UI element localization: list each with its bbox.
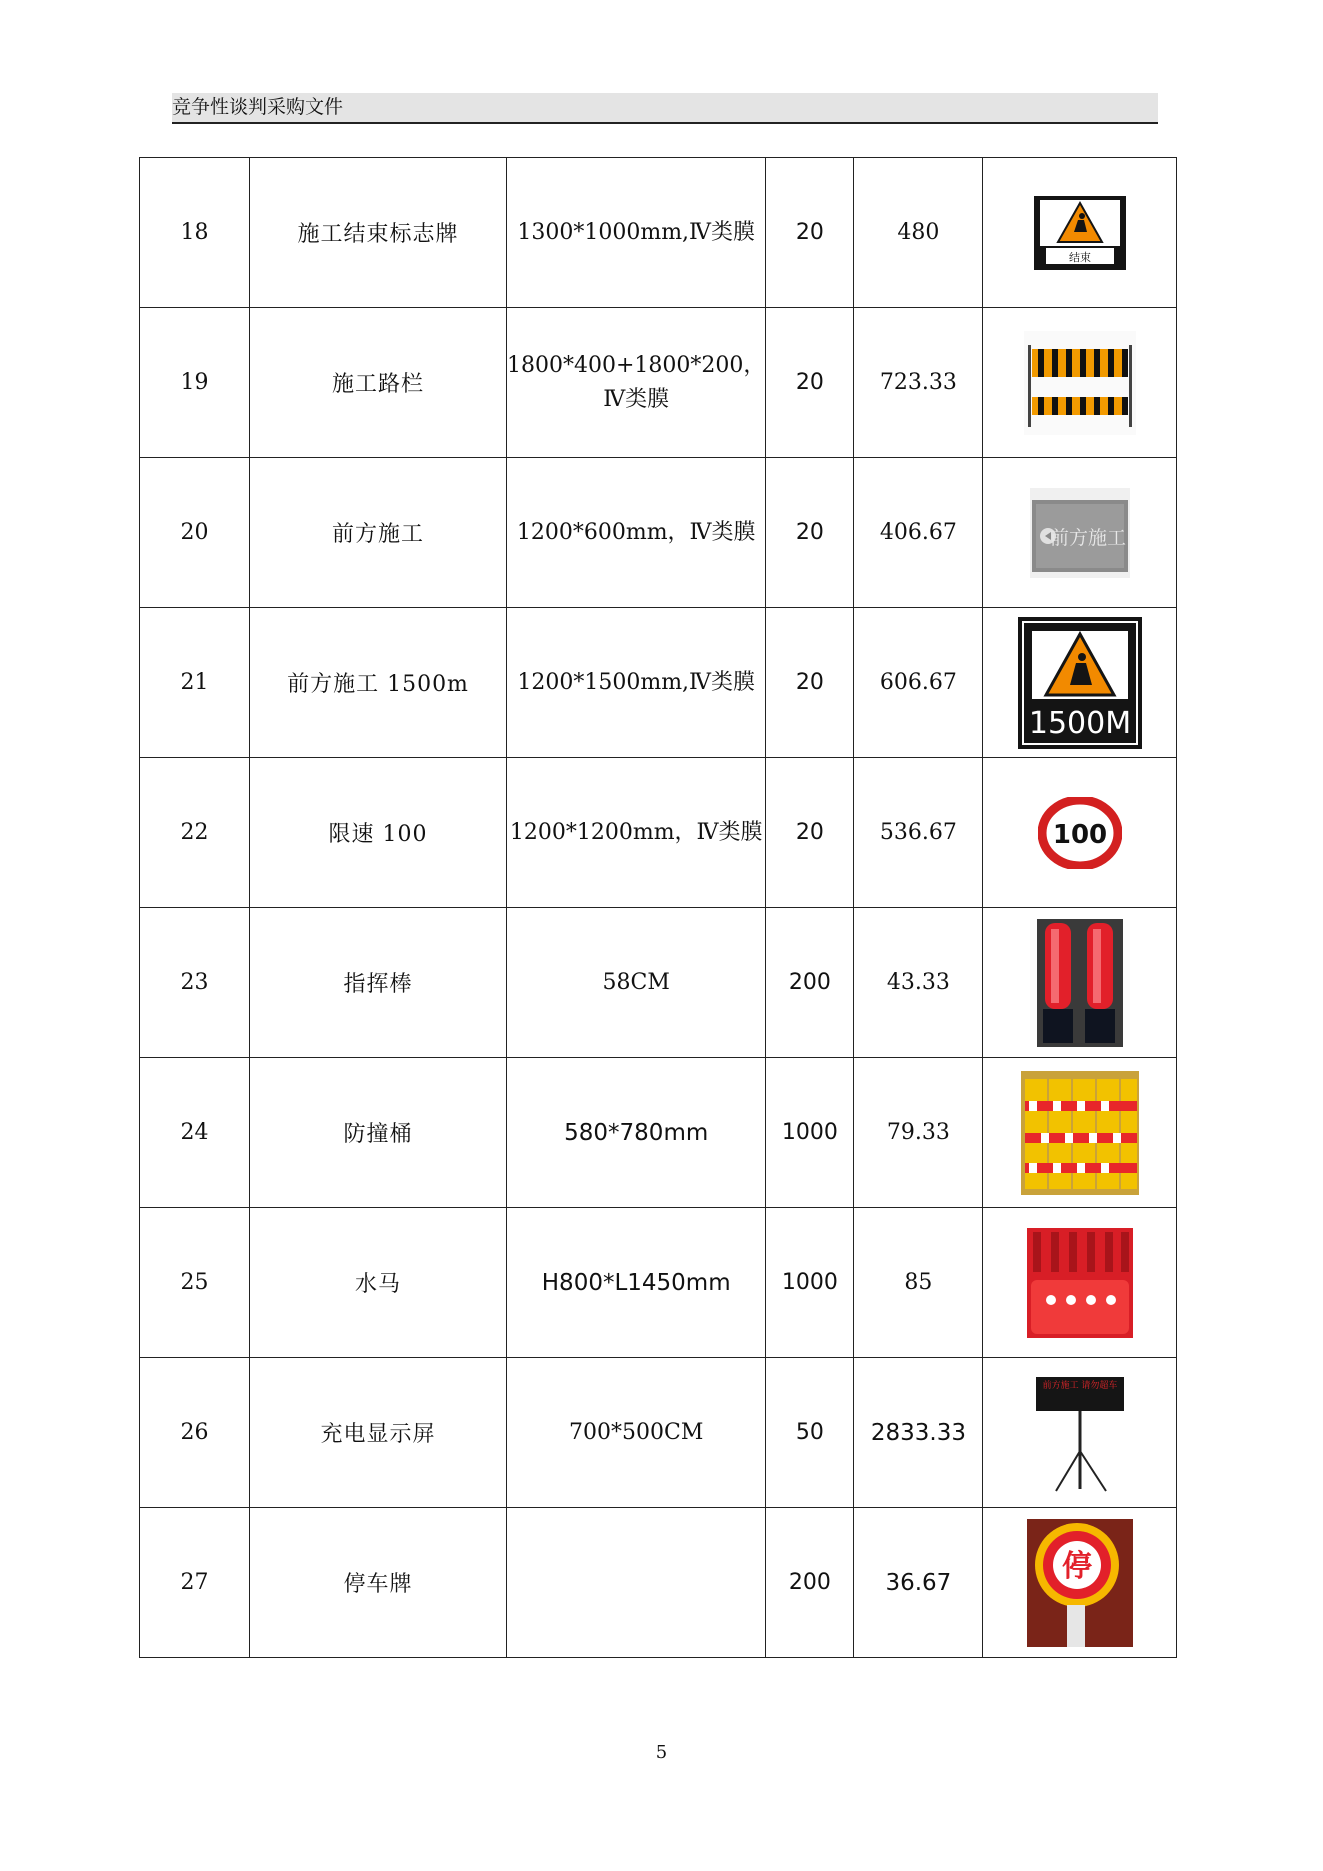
item-price: 85 (854, 1208, 983, 1358)
table-row (140, 1058, 1177, 1208)
table-row (140, 158, 1177, 308)
road-work-1500m-sign-icon (1018, 617, 1142, 749)
led-display-icon: 前方施工 请勿超车 (1034, 1371, 1126, 1495)
table-row (140, 1358, 1177, 1508)
table-row (140, 1508, 1177, 1658)
item-quantity: 20 (766, 608, 854, 758)
crash-barrel-icon (1021, 1071, 1139, 1195)
road-barrier-icon (1024, 331, 1136, 435)
item-name: 水马 (250, 1208, 507, 1358)
item-number: 27 (140, 1508, 250, 1658)
table-row (140, 308, 1177, 458)
svg-text:1500M: 1500M (1028, 705, 1132, 741)
items-table (139, 157, 1177, 1658)
item-number: 18 (140, 158, 250, 308)
item-quantity: 20 (766, 758, 854, 908)
item-name: 指挥棒 (250, 908, 507, 1058)
item-name: 施工路栏 (250, 308, 507, 458)
item-price: 536.67 (854, 758, 983, 908)
work-end-sign-icon (1034, 196, 1126, 270)
item-name: 前方施工 1500m (250, 608, 507, 758)
item-spec: 1800*400+1800*200，Ⅳ类膜 (507, 308, 766, 458)
item-name: 停车牌 (250, 1508, 507, 1658)
item-image (983, 458, 1177, 608)
item-spec: 580*780mm (507, 1058, 766, 1208)
item-spec: 1300*1000mm,Ⅳ类膜 (507, 158, 766, 308)
header-title: 竞争性谈判采购文件 (172, 96, 344, 118)
page-number: 5 (655, 1742, 668, 1763)
item-image (983, 608, 1177, 758)
item-price: 406.67 (854, 458, 983, 608)
item-number: 24 (140, 1058, 250, 1208)
item-image (983, 908, 1177, 1058)
speed-limit-100-icon (1038, 797, 1122, 869)
item-price: 43.33 (854, 908, 983, 1058)
item-quantity: 200 (766, 1508, 854, 1658)
item-quantity: 20 (766, 308, 854, 458)
item-price: 723.33 (854, 308, 983, 458)
page-header (172, 93, 1158, 124)
item-number: 23 (140, 908, 250, 1058)
item-number: 25 (140, 1208, 250, 1358)
item-number: 26 (140, 1358, 250, 1508)
item-quantity: 200 (766, 908, 854, 1058)
item-spec: 700*500CM (507, 1358, 766, 1508)
item-name: 施工结束标志牌 (250, 158, 507, 308)
item-quantity: 1000 (766, 1208, 854, 1358)
item-quantity: 20 (766, 158, 854, 308)
item-spec: 1200*1500mm,Ⅳ类膜 (507, 608, 766, 758)
item-image (983, 1358, 1177, 1508)
table-row (140, 908, 1177, 1058)
item-image (983, 1208, 1177, 1358)
road-work-ahead-sign-icon (1030, 488, 1130, 578)
item-spec: H800*L1450mm (507, 1208, 766, 1358)
table-row (140, 608, 1177, 758)
item-quantity: 50 (766, 1358, 854, 1508)
item-price: 606.67 (854, 608, 983, 758)
item-name: 限速 100 (250, 758, 507, 908)
item-image (983, 308, 1177, 458)
traffic-baton-icon (1037, 919, 1123, 1047)
item-spec: 1200*600mm，Ⅳ类膜 (507, 458, 766, 608)
item-spec (507, 1508, 766, 1658)
item-image (983, 1508, 1177, 1658)
item-image (983, 1058, 1177, 1208)
table-row (140, 1208, 1177, 1358)
item-image (983, 158, 1177, 308)
svg-text:前方施工: 前方施工 (1049, 526, 1126, 549)
item-price: 79.33 (854, 1058, 983, 1208)
item-price: 2833.33 (854, 1358, 983, 1508)
svg-text:停: 停 (1061, 1548, 1092, 1584)
item-number: 20 (140, 458, 250, 608)
item-spec: 1200*1200mm，Ⅳ类膜 (507, 758, 766, 908)
water-barrier-icon (1027, 1228, 1133, 1338)
svg-text:100: 100 (1052, 819, 1108, 850)
table-row (140, 758, 1177, 908)
stop-paddle-icon (1027, 1519, 1133, 1647)
item-spec: 58CM (507, 908, 766, 1058)
item-number: 21 (140, 608, 250, 758)
item-name: 防撞桶 (250, 1058, 507, 1208)
item-quantity: 20 (766, 458, 854, 608)
item-number: 22 (140, 758, 250, 908)
table-row (140, 458, 1177, 608)
item-price: 480 (854, 158, 983, 308)
item-name: 充电显示屏 (250, 1358, 507, 1508)
item-number: 19 (140, 308, 250, 458)
item-image (983, 758, 1177, 908)
svg-text:结束: 结束 (1068, 250, 1091, 264)
item-quantity: 1000 (766, 1058, 854, 1208)
item-price: 36.67 (854, 1508, 983, 1658)
item-name: 前方施工 (250, 458, 507, 608)
